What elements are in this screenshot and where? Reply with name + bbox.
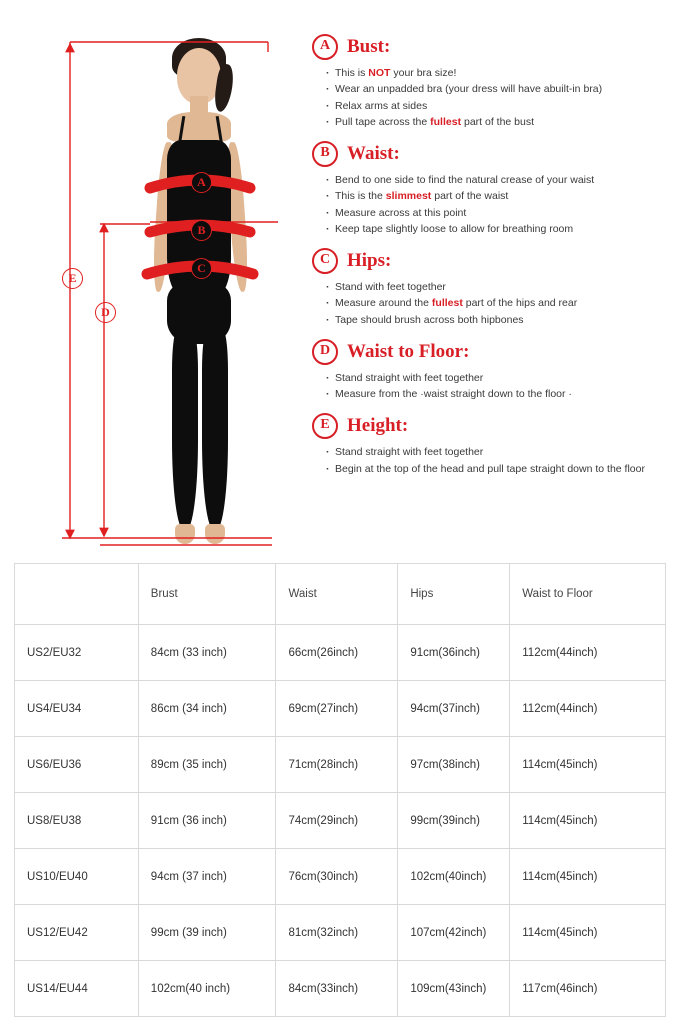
section-header xyxy=(312,248,662,274)
column-header-waist-to-floor: Waist to Floor xyxy=(510,564,666,625)
cell-measurement: 99cm (39 inch) xyxy=(138,905,276,961)
cell-measurement: 112cm(44inch) xyxy=(510,681,666,737)
bullet-list-height xyxy=(326,444,662,477)
cell-measurement: 117cm(46inch) xyxy=(510,961,666,1017)
section-letter-E: E xyxy=(312,413,338,439)
section-title-bust: Bust: xyxy=(347,36,391,57)
cell-size: US10/EU40 xyxy=(15,849,139,905)
cell-measurement: 107cm(42inch) xyxy=(398,905,510,961)
bullet-item: · Measure across at this point xyxy=(326,205,662,221)
cell-size: US4/EU34 xyxy=(15,681,139,737)
figure-letter-C: C xyxy=(191,258,212,279)
bullet-item: · Wear an unpadded bra (your dress will have abuilt-in bra) xyxy=(326,81,662,97)
right-leg-shape xyxy=(202,330,228,530)
cell-measurement: 74cm(29inch) xyxy=(276,793,398,849)
section-header xyxy=(312,141,662,167)
bullet-item: · Keep tape slightly loose to allow for breathing room xyxy=(326,221,662,237)
figure-letter-A: A xyxy=(191,172,212,193)
instruction-section-height xyxy=(312,413,662,477)
bullet-item: · Bend to one side to find the natural crease of your waist xyxy=(326,172,662,188)
table-header-row xyxy=(15,564,666,625)
size-chart-table xyxy=(14,563,666,1017)
figure-letter-D: D xyxy=(95,302,116,323)
cell-measurement: 66cm(26inch) xyxy=(276,625,398,681)
bullet-item: · Stand straight with feet together xyxy=(326,370,662,386)
bullet-list-waist-to-floor xyxy=(326,370,662,403)
cell-measurement: 86cm (34 inch) xyxy=(138,681,276,737)
table-row xyxy=(15,849,666,905)
bullet-item: · Tape should brush across both hipbones xyxy=(326,312,662,328)
table-row xyxy=(15,737,666,793)
cell-measurement: 94cm (37 inch) xyxy=(138,849,276,905)
cell-measurement: 84cm(33inch) xyxy=(276,961,398,1017)
model-illustration xyxy=(120,30,280,545)
cell-measurement: 69cm(27inch) xyxy=(276,681,398,737)
figure-letter-E: E xyxy=(62,268,83,289)
table-row xyxy=(15,905,666,961)
column-header-brust: Brust xyxy=(138,564,276,625)
table-row xyxy=(15,961,666,1017)
cell-measurement: 114cm(45inch) xyxy=(510,905,666,961)
cell-measurement: 84cm (33 inch) xyxy=(138,625,276,681)
cell-measurement: 81cm(32inch) xyxy=(276,905,398,961)
cell-size: US8/EU38 xyxy=(15,793,139,849)
bullet-item: · Measure from the ·waist straight down to the floor · xyxy=(326,386,662,402)
bullet-list-waist xyxy=(326,172,662,237)
cell-measurement: 114cm(45inch) xyxy=(510,737,666,793)
section-letter-A: A xyxy=(312,34,338,60)
section-title-waist: Waist: xyxy=(347,143,400,165)
bullet-list-bust xyxy=(326,65,662,130)
section-header xyxy=(312,34,662,60)
section-title-hips: Hips: xyxy=(347,250,392,272)
table-row xyxy=(15,625,666,681)
section-title-height: Height: xyxy=(347,415,409,437)
bullet-item: · This is the slimmest part of the waist xyxy=(326,188,662,204)
cell-size: US2/EU32 xyxy=(15,625,139,681)
cell-measurement: 91cm(36inch) xyxy=(398,625,510,681)
bullet-item: · Measure around the fullest part of the hips and rear xyxy=(326,295,662,311)
cell-measurement: 102cm(40 inch) xyxy=(138,961,276,1017)
instruction-section-waist-to-floor xyxy=(312,339,662,403)
cell-measurement: 91cm (36 inch) xyxy=(138,793,276,849)
column-header-hips: Hips xyxy=(398,564,510,625)
cell-measurement: 94cm(37inch) xyxy=(398,681,510,737)
cell-measurement: 89cm (35 inch) xyxy=(138,737,276,793)
instruction-section-waist xyxy=(312,141,662,237)
cell-size: US6/EU36 xyxy=(15,737,139,793)
section-letter-D: D xyxy=(312,339,338,365)
cell-measurement: 102cm(40inch) xyxy=(398,849,510,905)
left-foot-shape xyxy=(175,524,195,544)
cell-measurement: 99cm(39inch) xyxy=(398,793,510,849)
table-row xyxy=(15,793,666,849)
bullet-item: · Relax arms at sides xyxy=(326,98,662,114)
bullet-item: · Pull tape across the fullest part of the bust xyxy=(326,114,662,130)
cell-measurement: 109cm(43inch) xyxy=(398,961,510,1017)
column-header-size xyxy=(15,564,139,625)
left-leg-shape xyxy=(172,330,198,530)
figure-letter-B: B xyxy=(191,220,212,241)
bullet-item: · Begin at the top of the head and pull tape straight down to the floor xyxy=(326,461,662,477)
section-letter-C: C xyxy=(312,248,338,274)
section-header xyxy=(312,413,662,439)
cell-size: US14/EU44 xyxy=(15,961,139,1017)
cell-measurement: 97cm(38inch) xyxy=(398,737,510,793)
cell-size: US12/EU42 xyxy=(15,905,139,961)
cell-measurement: 114cm(45inch) xyxy=(510,793,666,849)
right-foot-shape xyxy=(205,524,225,544)
bullet-item: · Stand with feet together xyxy=(326,279,662,295)
instruction-section-bust xyxy=(312,34,662,130)
section-title-waist-to-floor: Waist to Floor: xyxy=(347,340,470,362)
cell-measurement: 112cm(44inch) xyxy=(510,625,666,681)
cell-measurement: 114cm(45inch) xyxy=(510,849,666,905)
bullet-item: · Stand straight with feet together xyxy=(326,444,662,460)
instruction-section-hips xyxy=(312,248,662,328)
instructions-panel xyxy=(312,34,662,488)
section-header xyxy=(312,339,662,365)
table-row xyxy=(15,681,666,737)
section-letter-B: B xyxy=(312,141,338,167)
cell-measurement: 71cm(28inch) xyxy=(276,737,398,793)
bullet-item: · This is NOT your bra size! xyxy=(326,65,662,81)
column-header-waist: Waist xyxy=(276,564,398,625)
bullet-list-hips xyxy=(326,279,662,328)
cell-measurement: 76cm(30inch) xyxy=(276,849,398,905)
